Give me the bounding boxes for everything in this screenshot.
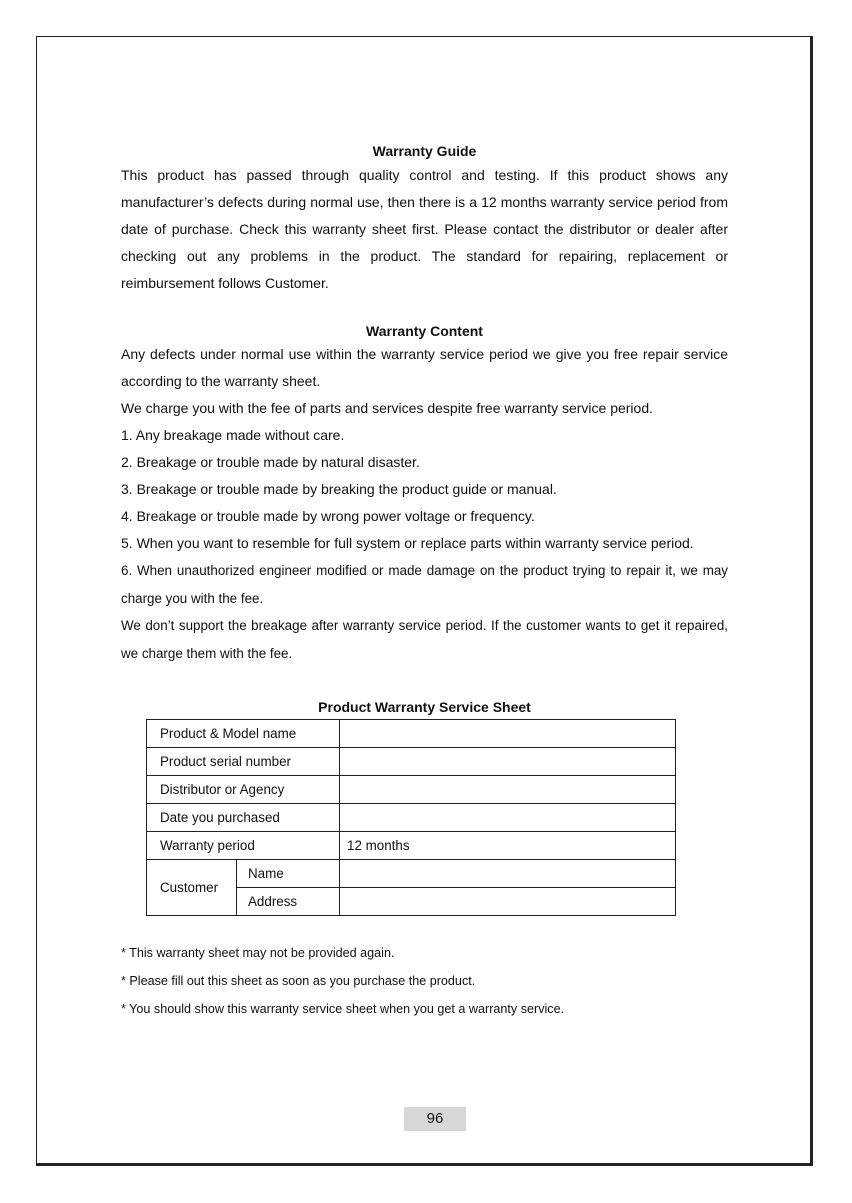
label-product-model: Product & Model name bbox=[147, 720, 340, 748]
warranty-guide-title: Warranty Guide bbox=[372, 143, 477, 159]
exclusion-item-1: 1. Any breakage made without care. bbox=[121, 427, 345, 443]
table-row bbox=[147, 832, 676, 860]
note-item: * You should show this warranty service sheet when you get a warranty service. bbox=[121, 1002, 565, 1016]
table-row bbox=[147, 776, 676, 804]
exclusion-item-5: 5. When you want to resemble for full system or replace parts within warranty service period. bbox=[121, 535, 694, 551]
page-content bbox=[121, 140, 728, 1023]
table-row bbox=[147, 720, 676, 748]
customer-name-field[interactable] bbox=[340, 860, 676, 888]
date-purchased-field[interactable] bbox=[340, 804, 676, 832]
exclusion-item-4: 4. Breakage or trouble made by wrong power voltage or frequency. bbox=[121, 508, 535, 524]
table-row bbox=[147, 860, 676, 888]
label-serial-number: Product serial number bbox=[147, 748, 340, 776]
label-customer-name: Name bbox=[237, 860, 340, 888]
warranty-period-value: 12 months bbox=[340, 832, 676, 860]
table-row bbox=[147, 804, 676, 832]
product-model-field[interactable] bbox=[340, 720, 676, 748]
service-sheet-title: Product Warranty Service Sheet bbox=[318, 699, 531, 715]
after-period-note: We don’t support the breakage after warranty service period. If the customer wants to get it repaired, we charge them with the fee. bbox=[121, 618, 728, 661]
warranty-guide-text: This product has passed through quality control and testing. If this product shows any manufacturer’s defects during normal use, then there is a 12 months warranty service period from date of purchase. Check this warranty sheet first. Please contact the distributor or dealer after checking out any problems in the product. The standard for repairing, replacement or reimbursement follows Customer. bbox=[121, 167, 728, 291]
label-customer-address: Address bbox=[237, 888, 340, 916]
label-warranty-period: Warranty period bbox=[147, 832, 340, 860]
distributor-field[interactable] bbox=[340, 776, 676, 804]
label-distributor: Distributor or Agency bbox=[147, 776, 340, 804]
note-item: * This warranty sheet may not be provided again. bbox=[121, 946, 395, 960]
page-number: 96 bbox=[404, 1107, 466, 1131]
serial-number-field[interactable] bbox=[340, 748, 676, 776]
exclusion-item-6: 6. When unauthorized engineer modified or made damage on the product trying to repair it, we may charge you with the fee. bbox=[121, 563, 728, 606]
notes-list bbox=[121, 939, 728, 1023]
label-date-purchased: Date you purchased bbox=[147, 804, 340, 832]
customer-address-field[interactable] bbox=[340, 888, 676, 916]
table-row bbox=[147, 748, 676, 776]
exclusion-item-3: 3. Breakage or trouble made by breaking the product guide or manual. bbox=[121, 481, 557, 497]
warranty-content-intro: Any defects under normal use within the warranty service period we give you free repair service according to the warranty sheet. bbox=[121, 346, 728, 389]
label-customer: Customer bbox=[147, 860, 237, 916]
warranty-content-title: Warranty Content bbox=[366, 323, 483, 339]
warranty-charge-note: We charge you with the fee of parts and services despite free warranty service period. bbox=[121, 400, 654, 416]
exclusion-item-2: 2. Breakage or trouble made by natural disaster. bbox=[121, 454, 420, 470]
note-item: * Please fill out this sheet as soon as you purchase the product. bbox=[121, 974, 476, 988]
service-sheet-table bbox=[146, 719, 676, 916]
